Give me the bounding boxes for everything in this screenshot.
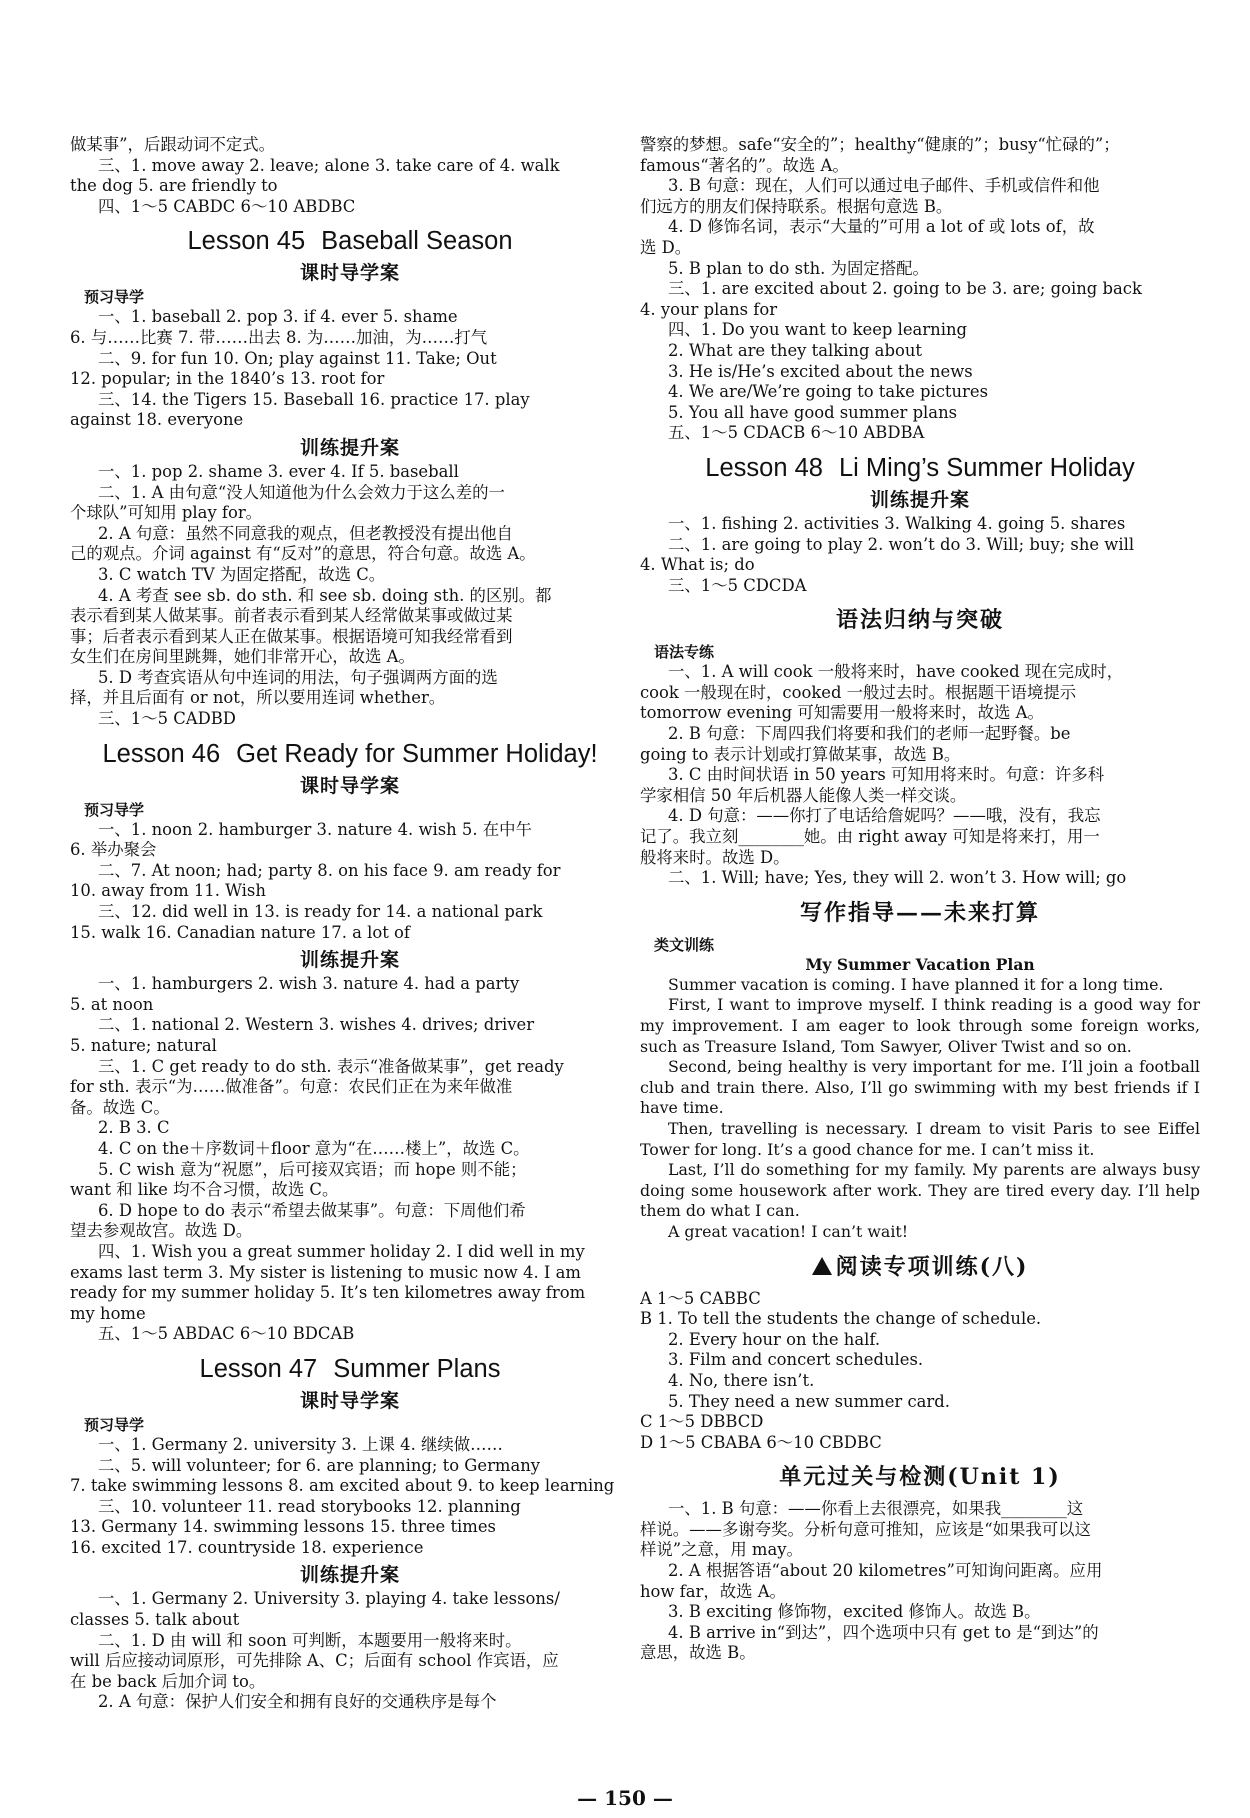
text-line: 2. B 句意：下周四我们将要和我们的老师一起野餐。be bbox=[668, 724, 1071, 744]
text-line: 一、1. pop 2. shame 3. ever 4. If 5. baseball bbox=[98, 461, 459, 481]
essay-paragraph: Last, I’ll do something for my family. My parents are always busy doing some housework after work. They are tired every day. I’ll help them do what I can. bbox=[640, 1160, 1200, 1221]
text-line: for sth. 表示“为……做准备”。句意：农民们正在为来年做准 bbox=[70, 1077, 513, 1097]
text-line: 三、1. move away 2. leave; alone 3. take care of 4. walk bbox=[98, 155, 560, 175]
text-line: 3. C 由时间状语 in 50 years 可知用将来时。句意：许多科 bbox=[668, 765, 1105, 785]
text-line: A 1～5 CABBC bbox=[640, 1288, 761, 1308]
text-line: 2. A 句意：虽然不同意我的观点，但老教授没有提出他自 bbox=[98, 523, 513, 543]
text-line: 5. They need a new summer card. bbox=[668, 1391, 950, 1411]
text-line: 二、1. A 由句意“没人知道他为什么会效力于这么差的一 bbox=[98, 482, 505, 502]
text-line: 3. B 句意：现在，人们可以通过电子邮件、手机或信件和他 bbox=[668, 176, 1100, 196]
section-heading: 训练提升案 bbox=[299, 949, 400, 972]
text-line: 二、1. are going to play 2. won’t do 3. Will; buy; she will bbox=[668, 534, 1135, 554]
text-line: ready for my summer holiday 5. It’s ten kilometres away from bbox=[70, 1283, 586, 1303]
text-line: 3. Film and concert schedules. bbox=[668, 1350, 924, 1370]
text-line: 四、1～5 CABDC 6～10 ABDBC bbox=[98, 196, 356, 216]
text-line: 4. We are/We’re going to take pictures bbox=[668, 382, 988, 402]
subsection-heading: 预习导学 bbox=[84, 288, 145, 307]
text-line: 二、1. national 2. Western 3. wishes 4. drives; driver bbox=[98, 1015, 535, 1035]
text-line: 4. D 修饰名词，表示“大量的”可用 a lot of 或 lots of，故 bbox=[668, 217, 1095, 237]
text-line: 5. at noon bbox=[70, 994, 154, 1014]
subsection-heading: 语法专练 bbox=[654, 643, 715, 662]
text-line: 4. B arrive in“到达”，四个选项中只有 get to 是“到达”的 bbox=[668, 1622, 1099, 1642]
text-line: 2. B 3. C bbox=[98, 1118, 170, 1138]
lesson-45-heading bbox=[70, 227, 630, 255]
text-line: 警察的梦想。safe“安全的”；healthy“健康的”；busy“忙碌的”； bbox=[640, 135, 1120, 154]
lesson-number: Lesson 45 bbox=[187, 227, 306, 256]
text-line: 二、9. for fun 10. On; play against 11. Take; Out bbox=[98, 348, 497, 368]
left-column bbox=[70, 135, 630, 1713]
text-line: 样说。——多谢夸奖。分析句意可推知，应该是“如果我可以这 bbox=[640, 1519, 1091, 1539]
subsection-heading: 预习导学 bbox=[84, 800, 145, 819]
text-line: 二、5. will volunteer; for 6. are planning; to Germany bbox=[98, 1455, 541, 1475]
text-line: 五、1～5 CDACB 6～10 ABDBA bbox=[668, 423, 925, 443]
text-line: 三、1. are excited about 2. going to be 3. are; going back bbox=[668, 279, 1142, 299]
text-line: 二、1. Will; have; Yes, they will 2. won’t 3. How will; go bbox=[668, 868, 1127, 888]
text-line: 4. your plans for bbox=[640, 299, 778, 319]
text-line: 做某事”，后跟动词不定式。 bbox=[70, 135, 276, 154]
text-line: tomorrow evening 可知需要用一般将来时，故选 A。 bbox=[640, 703, 1044, 723]
lesson-title: Li Ming’s Summer Holiday bbox=[838, 453, 1135, 482]
text-line: want 和 like 均不合习惯，故选 C。 bbox=[70, 1180, 339, 1200]
section-heading: 训练提升案 bbox=[299, 1564, 400, 1587]
text-line: 2. A 根据答语“about 20 kilometres”可知询问距离。应用 bbox=[668, 1561, 1103, 1581]
essay-paragraph: Summer vacation is coming. I have planned it for a long time. bbox=[668, 974, 1164, 994]
writing-heading: 写作指导——未来打算 bbox=[799, 899, 1040, 926]
text-line: 三、1～5 CDCDA bbox=[668, 575, 807, 595]
text-line: going to 表示计划或打算做某事，故选 B。 bbox=[640, 744, 961, 764]
text-line: 一、1. fishing 2. activities 3. Walking 4. going 5. shares bbox=[668, 513, 1126, 533]
subsection-heading: 预习导学 bbox=[84, 1415, 145, 1434]
text-line: 5. C wish 意为“祝愿”，后可接双宾语；而 hope 则不能； bbox=[98, 1159, 527, 1179]
text-line: 6. 与……比赛 7. 带……出去 8. 为……加油，为……打气 bbox=[70, 327, 488, 347]
lesson-title: Get Ready for Summer Holiday! bbox=[236, 739, 598, 768]
section-heading: 训练提升案 bbox=[299, 436, 400, 459]
text-line: 一、1. hamburgers 2. wish 3. nature 4. had a party bbox=[98, 974, 520, 994]
text-line: 三、1. C get ready to do sth. 表示“准备做某事”，get ready bbox=[98, 1056, 564, 1076]
text-line: 个球队”可知用 play for。 bbox=[70, 503, 263, 523]
reading-heading bbox=[640, 1253, 1200, 1281]
text-line: D 1～5 CBABA 6～10 CBDBC bbox=[640, 1432, 882, 1452]
text-line: 3. He is/He’s excited about the news bbox=[668, 361, 973, 381]
text-line: 2. Every hour on the half. bbox=[668, 1329, 881, 1349]
text-line: 样说”之意，用 may。 bbox=[640, 1540, 803, 1560]
reading-title: 阅读专项训练(八) bbox=[835, 1253, 1029, 1280]
section-heading: 课时导学案 bbox=[299, 262, 400, 285]
right-column bbox=[640, 135, 1200, 1664]
text-line: 5. B plan to do sth. 为固定搭配。 bbox=[668, 258, 929, 278]
text-line: how far，故选 A。 bbox=[640, 1581, 786, 1601]
text-line: 意思，故选 B。 bbox=[640, 1643, 756, 1663]
lesson-number: Lesson 46 bbox=[102, 739, 221, 768]
lesson-number: Lesson 48 bbox=[705, 453, 823, 482]
section-heading: 课时导学案 bbox=[299, 774, 400, 797]
text-line: the dog 5. are friendly to bbox=[70, 176, 278, 196]
lesson-number: Lesson 47 bbox=[199, 1354, 318, 1383]
text-line: 4. D 句意：——你打了电话给詹妮吗？——哦，没有，我忘 bbox=[668, 806, 1101, 826]
text-line: 一、1. noon 2. hamburger 3. nature 4. wish 5. 在中午 bbox=[98, 819, 532, 839]
text-line: 10. away from 11. Wish bbox=[70, 881, 266, 901]
essay-title: My Summer Vacation Plan bbox=[805, 954, 1035, 974]
text-line: 在 be back 后加介词 to。 bbox=[70, 1671, 266, 1691]
essay-paragraph: First, I want to improve myself. I think reading is a good way for my improvement. I am eager to look through some foreign works, such as Treasure Island, Tom Sawyer, Oliver Twist and so on. bbox=[640, 995, 1200, 1056]
text-line: 五、1～5 ABDAC 6～10 BDCAB bbox=[98, 1324, 355, 1344]
text-line: B 1. To tell the students the change of schedule. bbox=[640, 1309, 1042, 1329]
text-line: cook 一般现在时，cooked 一般过去时。根据题干语境提示 bbox=[640, 682, 1077, 702]
text-line: classes 5. talk about bbox=[70, 1610, 240, 1630]
grammar-heading: 语法归纳与突破 bbox=[835, 607, 1004, 634]
lesson-title: Summer Plans bbox=[333, 1354, 501, 1383]
text-line: against 18. everyone bbox=[70, 410, 244, 430]
text-line: 己的观点。介词 against 有“反对”的意思，符合句意。故选 A。 bbox=[70, 544, 536, 564]
text-line: 择，并且后面有 or not，所以要用连词 whether。 bbox=[70, 688, 446, 708]
text-line: 备。故选 C。 bbox=[70, 1097, 170, 1117]
text-line: 一、1. B 句意：——你看上去很漂亮，如果我________这 bbox=[668, 1499, 1084, 1519]
lesson-47-heading bbox=[70, 1355, 630, 1383]
text-line: 15. walk 16. Canadian nature 17. a lot of bbox=[70, 922, 410, 942]
text-line: 学家相信 50 年后机器人能像人类一样交谈。 bbox=[640, 785, 967, 805]
text-line: 2. What are they talking about bbox=[668, 340, 922, 360]
text-line: 13. Germany 14. swimming lessons 15. three times bbox=[70, 1517, 496, 1537]
unit-test-heading: 单元过关与检测(Unit 1) bbox=[779, 1464, 1061, 1491]
page-number: — 150 — bbox=[577, 1786, 673, 1810]
text-line: will 后应接动词原形，可先排除 A、C；后面有 school 作宾语，应 bbox=[70, 1651, 559, 1671]
text-line: 5. D 考查宾语从句中连词的用法，句子强调两方面的选 bbox=[98, 667, 498, 687]
subsection-heading: 类文训练 bbox=[654, 935, 715, 954]
text-line: 们远方的朋友们保持联系。根据句意选 B。 bbox=[640, 196, 953, 216]
text-line: 三、10. volunteer 11. read storybooks 12. planning bbox=[98, 1496, 521, 1516]
text-line: 2. A 句意：保护人们安全和拥有良好的交通秩序是每个 bbox=[98, 1692, 497, 1712]
essay-paragraph: Then, travelling is necessary. I dream to visit Paris to see Eiffel Tower for long. It’s a good chance for me. I can’t miss it. bbox=[640, 1118, 1200, 1159]
text-line: 16. excited 17. countryside 18. experience bbox=[70, 1537, 424, 1557]
lesson-46-heading bbox=[70, 740, 630, 768]
text-line: famous“著名的”。故选 A。 bbox=[640, 155, 849, 175]
text-line: C 1～5 DBBCD bbox=[640, 1412, 764, 1432]
text-line: 12. popular; in the 1840’s 13. root for bbox=[70, 369, 385, 389]
text-line: 4. What is; do bbox=[640, 555, 755, 575]
text-line: 二、7. At noon; had; party 8. on his face 9. am ready for bbox=[98, 860, 561, 880]
text-line: 三、12. did well in 13. is ready for 14. a national park bbox=[98, 902, 543, 922]
text-line: 选 D。 bbox=[640, 237, 692, 257]
essay-paragraph: A great vacation! I can’t wait! bbox=[668, 1221, 909, 1241]
text-line: 6. 举办聚会 bbox=[70, 840, 157, 860]
text-line: 4. C on the＋序数词＋floor 意为“在……楼上”，故选 C。 bbox=[98, 1138, 530, 1158]
text-line: 一、1. Germany 2. University 3. playing 4. take lessons/ bbox=[98, 1589, 560, 1609]
text-line: 女生们在房间里跳舞，她们非常开心，故选 A。 bbox=[70, 647, 415, 667]
text-line: 三、1～5 CADBD bbox=[98, 709, 236, 729]
lesson-title: Baseball Season bbox=[321, 227, 513, 256]
text-line: 5. You all have good summer plans bbox=[668, 402, 958, 422]
text-line: my home bbox=[70, 1303, 146, 1323]
text-line: 4. No, there isn’t. bbox=[668, 1370, 815, 1390]
text-line: 4. A 考查 see sb. do sth. 和 see sb. doing sth. 的区别。都 bbox=[98, 585, 552, 605]
text-line: 7. take swimming lessons 8. am excited about 9. to keep learning bbox=[70, 1476, 615, 1496]
essay-body bbox=[640, 975, 1200, 1243]
text-line: 表示看到某人做某事。前者表示看到某人经常做某事或做过某 bbox=[70, 606, 513, 626]
text-line: 事；后者表示看到某人正在做某事。根据语境可知我经常看到 bbox=[70, 626, 513, 646]
text-line: 3. C watch TV 为固定搭配，故选 C。 bbox=[98, 564, 386, 584]
text-line: 般将来时。故选 D。 bbox=[640, 847, 790, 867]
lesson-48-heading bbox=[640, 454, 1200, 482]
text-line: 3. B exciting 修饰物，excited 修饰人。故选 B。 bbox=[668, 1602, 1041, 1622]
text-line: 一、1. Germany 2. university 3. 上课 4. 继续做…… bbox=[98, 1434, 503, 1454]
text-line: exams last term 3. My sister is listening to music now 4. I am bbox=[70, 1262, 581, 1282]
text-line: 望去参观故宫。故选 D。 bbox=[70, 1221, 253, 1241]
text-line: 记了。我立刻________她。由 right away 可知是将来打，用一 bbox=[640, 827, 1100, 847]
essay-paragraph: Second, being healthy is very important for me. I’ll join a football club and train there. Also, I’ll go swimming with my best friends if I have time. bbox=[640, 1057, 1200, 1118]
text-line: 四、1. Wish you a great summer holiday 2. I did well in my bbox=[98, 1241, 585, 1261]
section-heading: 训练提升案 bbox=[869, 488, 970, 511]
text-line: 四、1. Do you want to keep learning bbox=[668, 320, 967, 340]
text-line: 一、1. baseball 2. pop 3. if 4. ever 5. shame bbox=[98, 307, 458, 327]
triangle-icon bbox=[812, 1257, 832, 1275]
text-line: 三、14. the Tigers 15. Baseball 16. practice 17. play bbox=[98, 389, 530, 409]
text-line: 一、1. A will cook 一般将来时，have cooked 现在完成时， bbox=[668, 662, 1124, 682]
text-line: 5. nature; natural bbox=[70, 1036, 217, 1055]
text-line: 6. D hope to do 表示“希望去做某事”。句意：下周他们希 bbox=[98, 1200, 526, 1220]
section-heading: 课时导学案 bbox=[299, 1389, 400, 1412]
text-line: 二、1. D 由 will 和 soon 可判断，本题要用一般将来时。 bbox=[98, 1630, 522, 1650]
